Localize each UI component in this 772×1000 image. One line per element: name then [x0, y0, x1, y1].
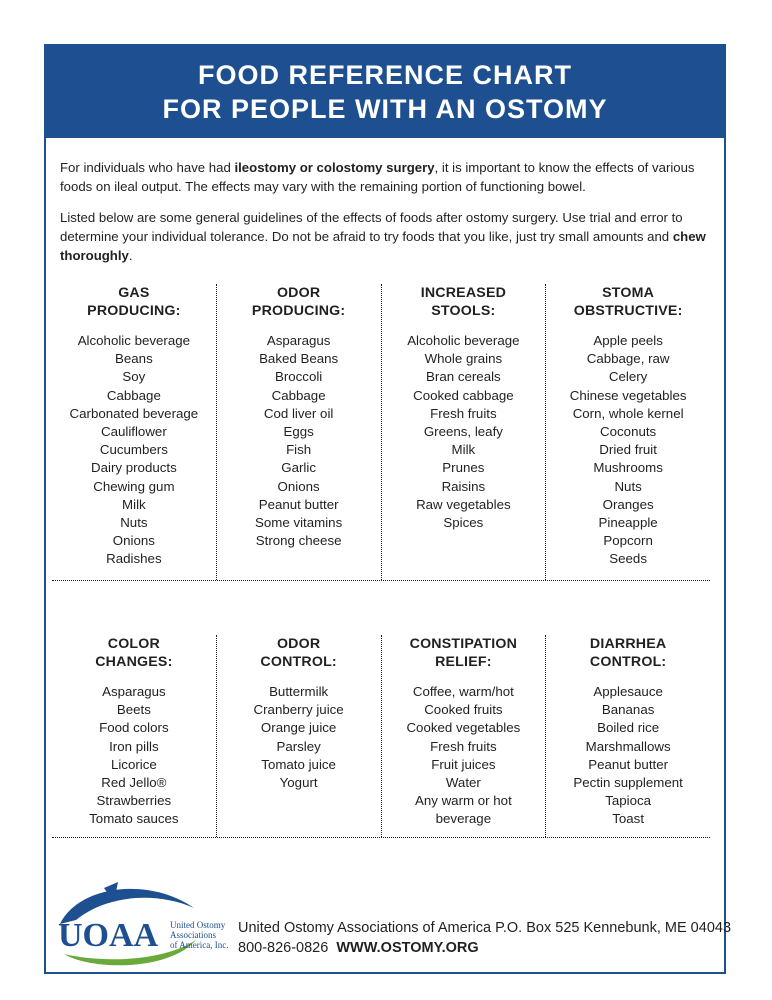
category-heading-line-1: STOMA — [602, 285, 655, 301]
food-item: Cabbage — [106, 387, 161, 403]
food-item: Beans — [115, 351, 153, 367]
food-grid-top — [52, 284, 710, 581]
category-column — [52, 635, 217, 837]
food-item: Bran cereals — [426, 369, 501, 385]
food-item: Spices — [443, 515, 484, 531]
category-heading — [52, 284, 216, 320]
food-item: beverage — [435, 811, 492, 827]
food-item: Chewing gum — [93, 478, 175, 494]
food-item: Corn, whole kernel — [572, 405, 684, 421]
footer-phone-web — [238, 938, 731, 958]
category-column — [382, 284, 547, 580]
food-item: Cod liver oil — [263, 405, 334, 421]
category-heading-line-1: INCREASED — [420, 285, 507, 301]
food-item: Dairy products — [91, 460, 177, 476]
category-column — [546, 284, 710, 580]
category-heading-line-1: GAS — [118, 285, 150, 301]
food-item: Bananas — [601, 702, 655, 718]
food-item: Chinese vegetables — [569, 387, 687, 403]
food-item: Whole grains — [424, 351, 503, 367]
food-item: Cooked vegetables — [406, 720, 521, 736]
category-heading-line-1: COLOR — [107, 636, 160, 652]
category-heading-line-2: CHANGES: — [95, 654, 173, 670]
food-item: Greens, leafy — [423, 424, 503, 440]
food-item: Eggs — [283, 424, 314, 440]
food-item: Food colors — [99, 720, 169, 736]
food-list — [382, 683, 546, 829]
food-item: Celery — [608, 369, 648, 385]
food-item: Asparagus — [266, 333, 331, 348]
intro-p1-bold: ileostomy or colostomy surgery — [234, 160, 435, 175]
food-list — [217, 683, 381, 792]
food-list — [52, 683, 216, 829]
footer-phone: 800-826-0826 — [238, 940, 329, 956]
title-banner — [44, 44, 726, 138]
food-item: Fish — [286, 442, 312, 458]
food-item: Strawberries — [96, 793, 172, 809]
food-item: Popcorn — [603, 533, 653, 549]
food-list — [546, 683, 710, 829]
title-line-2: FOR PEOPLE WITH AN OSTOMY — [162, 94, 608, 124]
category-heading — [382, 635, 546, 671]
uoaa-logo-graphic — [56, 880, 234, 970]
food-item: Licorice — [110, 756, 157, 772]
food-item: Soy — [122, 369, 146, 385]
food-item: Apple peels — [593, 333, 663, 348]
logo-sub-1: United Ostomy — [170, 920, 226, 930]
food-item: Cranberry juice — [253, 702, 344, 718]
category-column — [382, 635, 547, 837]
food-item: Toast — [612, 811, 645, 827]
food-item: Milk — [451, 442, 476, 458]
category-heading-line-2: PRODUCING: — [87, 303, 181, 319]
category-heading-line-1: ODOR — [276, 285, 321, 301]
food-item: Boiled rice — [597, 720, 660, 736]
intro-p2-post: . — [128, 248, 133, 263]
intro-p2-pre: Listed below are some general guidelines of the effects of foods after ostomy surgery. Use trial and error to determine your individual tolerance. Do not be afraid to try foods that you like, just try small amounts and — [60, 210, 683, 244]
food-item: Marshmallows — [585, 738, 671, 754]
food-item: Asparagus — [102, 684, 166, 699]
food-item: Cooked cabbage — [413, 387, 514, 403]
food-item: Yogurt — [279, 775, 318, 791]
food-item: Cucumbers — [99, 442, 168, 458]
food-item: Peanut butter — [588, 756, 669, 772]
category-heading-line-1: DIARRHEA — [589, 636, 667, 652]
food-item: Cooked fruits — [424, 702, 503, 718]
food-list — [382, 332, 546, 532]
category-heading-line-2: CONTROL: — [589, 654, 667, 670]
food-item: Cabbage — [271, 387, 326, 403]
category-heading — [52, 635, 216, 671]
food-item: Fruit juices — [431, 756, 496, 772]
food-item: Nuts — [614, 478, 642, 494]
food-item: Any warm or hot — [414, 793, 512, 809]
food-item: Raw vegetables — [416, 496, 511, 512]
food-item: Dried fruit — [599, 442, 657, 458]
food-list — [546, 332, 710, 569]
logo-wordmark: UOAA — [58, 917, 159, 954]
food-item: Fresh fruits — [430, 405, 497, 421]
food-item: Tomato sauces — [89, 811, 179, 827]
food-item: Raisins — [441, 478, 486, 494]
uoaa-logo — [56, 880, 234, 970]
category-heading — [546, 635, 710, 671]
food-list — [52, 332, 216, 569]
food-list — [217, 332, 381, 550]
footer-contact — [238, 918, 731, 958]
category-heading-line-2: CONTROL: — [260, 654, 337, 670]
food-item: Red Jello® — [101, 775, 167, 791]
food-item: Onions — [277, 478, 320, 494]
intro-text — [60, 158, 710, 277]
food-item: Broccoli — [274, 369, 323, 385]
food-item: Baked Beans — [259, 351, 339, 367]
food-item: Water — [445, 775, 481, 791]
food-item: Carbonated beverage — [69, 405, 199, 421]
food-item: Pectin supplement — [573, 775, 683, 791]
category-heading-line-2: STOOLS: — [431, 303, 496, 319]
logo-sub-2: Associations — [170, 930, 216, 940]
food-item: Tapioca — [605, 793, 652, 809]
food-item: Onions — [112, 533, 155, 549]
food-item: Orange juice — [260, 720, 337, 736]
food-item: Iron pills — [109, 738, 159, 754]
food-item: Pineapple — [598, 515, 658, 531]
food-item: Garlic — [281, 460, 316, 476]
food-item: Coffee, warm/hot — [412, 684, 514, 699]
food-item: Nuts — [120, 515, 148, 531]
food-item: Alcoholic beverage — [77, 333, 191, 348]
intro-paragraph-2 — [60, 208, 710, 265]
food-item: Cauliflower — [100, 424, 167, 440]
category-heading — [217, 284, 381, 320]
food-item: Strong cheese — [255, 533, 342, 549]
food-item: Alcoholic beverage — [407, 333, 520, 348]
intro-p1-pre: For individuals who have had — [60, 160, 235, 175]
category-heading — [217, 635, 381, 671]
food-item: Beets — [116, 702, 151, 718]
category-heading-line-1: CONSTIPATION — [409, 636, 518, 652]
food-item: Some vitamins — [255, 515, 343, 531]
food-grid-bottom — [52, 635, 710, 838]
food-item: Cabbage, raw — [586, 351, 670, 367]
category-heading-line-2: RELIEF: — [435, 654, 492, 670]
food-item: Buttermilk — [269, 684, 329, 699]
category-column — [217, 284, 382, 580]
footer-address: United Ostomy Associations of America P.O. Box 525 Kennebunk, ME 04043 — [238, 920, 732, 936]
food-item: Peanut butter — [258, 496, 339, 512]
title-line-1: FOOD REFERENCE CHART — [197, 60, 572, 90]
food-item: Parsley — [276, 738, 321, 754]
food-item: Seeds — [609, 551, 647, 567]
food-item: Mushrooms — [593, 460, 663, 476]
food-item: Applesauce — [593, 684, 663, 699]
logo-sub-3: of America, Inc. — [170, 940, 229, 950]
category-heading-line-2: PRODUCING: — [251, 303, 346, 319]
category-column — [217, 635, 382, 837]
category-heading — [546, 284, 710, 320]
food-item: Tomato juice — [261, 756, 336, 772]
category-heading-line-1: ODOR — [276, 636, 321, 652]
food-item: Fresh fruits — [430, 738, 497, 754]
category-column — [52, 284, 217, 580]
category-heading-line-2: OBSTRUCTIVE: — [573, 303, 683, 319]
footer-website-link[interactable]: WWW.OSTOMY.ORG — [336, 940, 479, 956]
category-column — [546, 635, 710, 837]
food-item: Radishes — [106, 551, 162, 567]
food-item: Prunes — [442, 460, 485, 476]
category-heading — [382, 284, 546, 320]
food-item: Milk — [122, 496, 146, 512]
intro-paragraph-1 — [60, 158, 710, 196]
food-item: Coconuts — [600, 424, 657, 440]
food-item: Oranges — [602, 496, 654, 512]
intro-p2-bold: chew thoroughly — [60, 229, 706, 263]
intro-p1-post: , it is important to know the effects of various foods on ileal output. The effects may vary with the remaining portion of functioning bowel. — [60, 160, 695, 194]
